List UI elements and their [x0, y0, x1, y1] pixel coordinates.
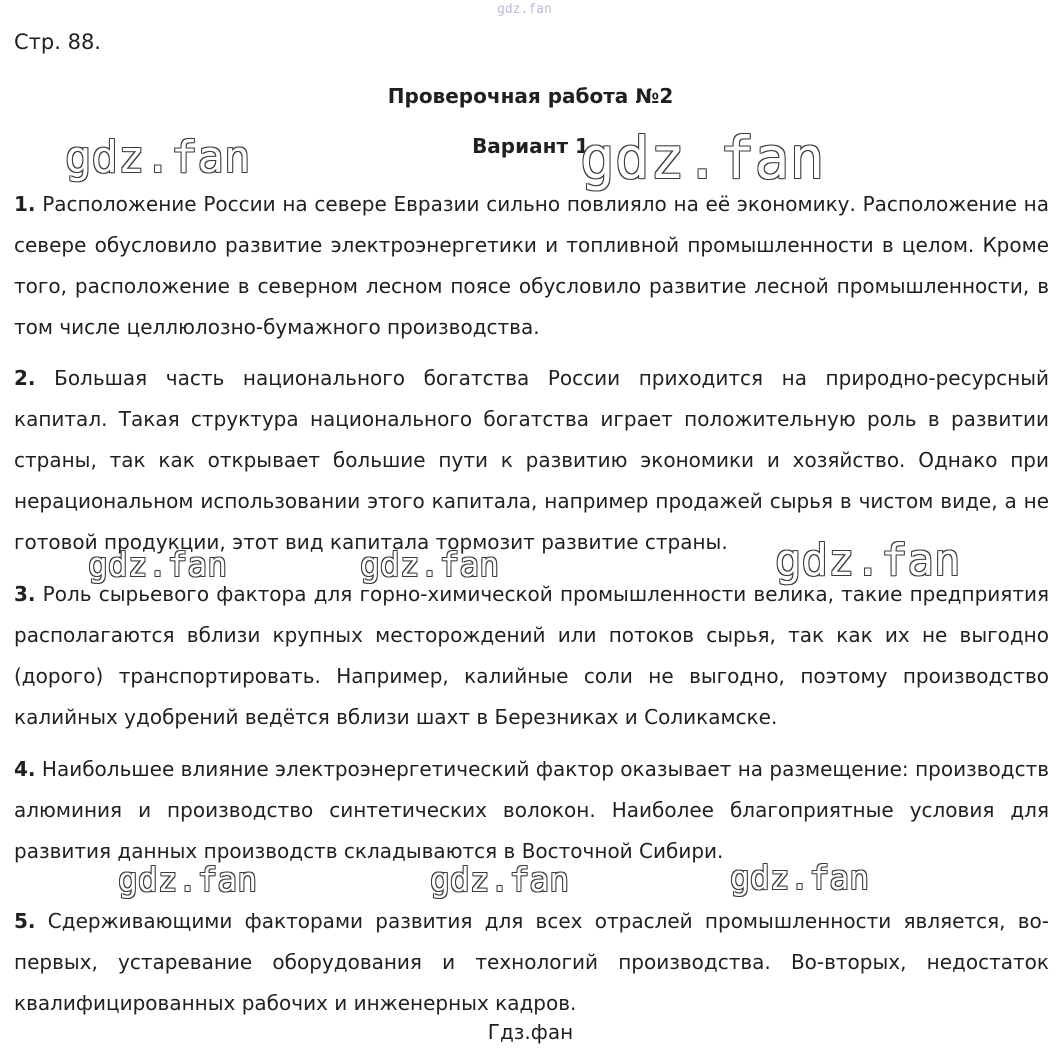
- answer-text-5: Сдерживающими факторами развития для всех отраслей промышленности является, во-первых, устаревание оборудования и технологий производства. Во-вторых, недостаток квалифицированных рабочих и инженерных кадров.: [14, 909, 1049, 1015]
- answer-number-3: 3.: [14, 582, 36, 606]
- watermark-overlay: gdz.fan: [775, 535, 961, 586]
- footer-watermark: Гдз.фан: [487, 1020, 574, 1044]
- page-number-label: Стр. 88.: [14, 30, 101, 54]
- answer-number-2: 2.: [14, 366, 36, 390]
- answer-number-5: 5.: [14, 909, 36, 933]
- watermark-overlay: gdz.fan: [118, 860, 258, 899]
- watermark-overlay: gdz.fan: [88, 545, 228, 584]
- answer-text-4: Наибольшее влияние электроэнергетический фактор оказывает на размещение: производств алюминия и производство синтетических волокон. Наиболее благоприятные условия для развития данных производств складываются в Восточной Сибири.: [14, 757, 1049, 863]
- answer-paragraph-3: [14, 574, 1049, 738]
- answer-number-4: 4.: [14, 757, 36, 781]
- watermark-overlay: gdz.fan: [430, 860, 570, 899]
- page-title: Проверочная работа №2: [387, 84, 674, 108]
- answer-paragraph-5: [14, 901, 1049, 1024]
- watermark-overlay: gdz.fan: [580, 124, 825, 192]
- watermark-overlay: gdz.fan: [65, 132, 251, 183]
- answer-paragraph-4: [14, 749, 1049, 872]
- watermark-overlay: gdz.fan: [730, 858, 870, 897]
- watermark-overlay: gdz.fan: [360, 545, 500, 584]
- answer-paragraph-1: [14, 184, 1049, 348]
- answer-paragraph-2: [14, 358, 1049, 563]
- variant-subtitle: Вариант 1: [472, 134, 589, 158]
- answer-number-1: 1.: [14, 192, 36, 216]
- answer-text-3: Роль сырьевого фактора для горно-химической промышленности велика, такие предприятия располагаются вблизи крупных месторождений или потоков сырья, так как их не выгодно (дорого) транспортировать. Например, калийные соли не выгодно, поэтому производство калийных удобрений ведётся вблизи шахт в Березниках и Соликамске.: [14, 582, 1049, 729]
- answer-text-1: Расположение России на севере Евразии сильно повлияло на её экономику. Расположение на севере обусловило развитие электроэнергетики и топливной промышленности в целом. Кроме того, расположение в северном лесном поясе обусловило развитие лесной промышленности, в том числе целлюлозно-бумажного производства.: [14, 192, 1049, 339]
- answer-text-2: Большая часть национального богатства России приходится на природно-ресурсный капитал. Такая структура национального богатства играет положительную роль в развитии страны, так как открывает большие пути к развитию экономики и хозяйство. Однако при нерациональном использовании этого капитала, например продажей сырья в чистом виде, а не готовой продукции, этот вид капитала тормозит развитие страны.: [14, 366, 1049, 554]
- top-watermark: gdz.fan: [497, 2, 552, 17]
